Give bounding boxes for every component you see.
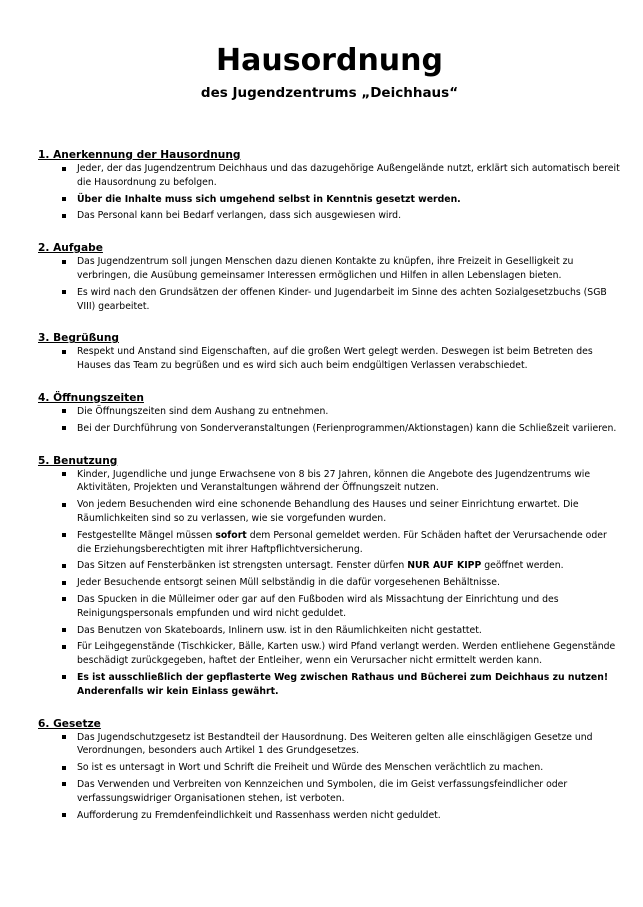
list-item (38, 286, 621, 314)
square-bullet-icon (62, 581, 66, 585)
square-bullet-icon (62, 628, 66, 632)
square-bullet-icon (62, 766, 66, 770)
section-heading: 5. Benutzung (38, 454, 118, 467)
item-text: Das Jugendzentrum soll jungen Menschen dazu dienen Kontakte zu knüpfen, ihre Freizeit in Geselligkeit zu verbringen, die Ausübung gemeinsamer Interessen ermöglichen und Hilfen in allen Lebenslagen bieten. (77, 256, 574, 281)
section (38, 241, 621, 313)
square-bullet-icon (62, 197, 66, 201)
item-text: Die Öffnungszeiten sind dem Aushang zu entnehmen. (77, 405, 329, 417)
list-item (38, 529, 621, 557)
square-bullet-icon (62, 813, 66, 817)
square-bullet-icon (62, 645, 66, 649)
document-title: Hausordnung (216, 43, 443, 78)
section-list (38, 345, 621, 373)
item-text: Kinder, Jugendliche und junge Erwachsene von 8 bis 27 Jahren, können die Angebote des Jugendzentrums wie Aktivitäten, Projekten und Veranstaltungen während der Öffnungszeit nutzen. (77, 468, 591, 494)
item-text: Das Verwenden und Verbreiten von Kennzeichen und Symbolen, die im Geist verfassungsfeindlicher oder verfassungswidriger Organisationen stehen, ist verboten. (77, 778, 568, 804)
list-item (38, 640, 621, 668)
item-text: Jeder, der das Jugendzentrum Deichhaus und das dazugehörige Außengelände nutzt, erklärt sich automatisch bereit die Hausordnung zu befolgen. (77, 163, 620, 188)
section-heading: 2. Aufgabe (38, 242, 103, 255)
list-item (38, 193, 621, 207)
section-heading: 3. Begrüßung (38, 332, 119, 345)
list-item (38, 731, 621, 759)
list-item (38, 405, 621, 419)
item-text: Jeder Besuchende entsorgt seinen Müll selbständig in die dafür vorgesehenen Behältnisse. (77, 577, 500, 589)
square-bullet-icon (62, 503, 66, 507)
square-bullet-icon (62, 675, 66, 679)
square-bullet-icon (62, 472, 66, 476)
document-subtitle: des Jugendzentrums „Deichhaus“ (200, 85, 459, 101)
list-item (38, 345, 621, 373)
list-item (38, 162, 621, 190)
section-list (38, 162, 621, 223)
list-item (38, 593, 621, 621)
sections-container (38, 148, 621, 822)
square-bullet-icon (62, 533, 66, 537)
square-bullet-icon (62, 426, 66, 430)
list-item (38, 778, 621, 806)
list-item (38, 559, 621, 573)
item-text: Aufforderung zu Fremdenfeindlichkeit und Rassenhass werden nicht geduldet. (77, 809, 441, 821)
section-heading: 1. Anerkennung der Hausordnung (38, 149, 241, 161)
list-item (38, 498, 621, 526)
list-item (38, 468, 621, 496)
square-bullet-icon (62, 214, 66, 218)
section-heading: 6. Gesetze (38, 717, 101, 730)
item-text: Das Spucken in die Mülleimer oder gar auf den Fußboden wird als Missachtung der Einrichtung und des Reinigungspersonals empfunden und wird nicht geduldet. (77, 593, 559, 619)
square-bullet-icon (62, 350, 66, 354)
item-text: Das Sitzen auf Fensterbänken ist strengsten untersagt. Fenster dürfen (77, 560, 408, 572)
item-text: geöffnet werden. (481, 560, 564, 572)
item-text: Das Jugendschutzgesetz ist Bestandteil der Hausordnung. Des Weiteren gelten alle einschlägigen Gesetze und Verordnungen, besonders auch Artikel 1 des Grundgesetzes. (77, 731, 593, 757)
item-emphasis: sofort (215, 529, 247, 541)
section (38, 148, 621, 223)
list-item (38, 671, 621, 699)
square-bullet-icon (62, 290, 66, 294)
item-text: Respekt und Anstand sind Eigenschaften, auf die großen Wert gelegt werden. Deswegen ist beim Betreten des Hauses das Team zu begrüßen und es wird sich auch beim endgültigen Verlassen verabschiedet. (77, 346, 593, 372)
item-text: Für Leihgegenstände (Tischkicker, Bälle, Karten usw.) wird Pfand verlangt werden. Werden entliehene Gegenstände beschädigt zurückgegeben, haftet der Entleiher, wenn ein Verursacher nicht ermittelt werden kann. (77, 641, 616, 667)
list-item (38, 422, 621, 436)
section-list (38, 468, 621, 699)
square-bullet-icon (62, 409, 66, 413)
item-text: Über die Inhalte muss sich umgehend selbst in Kenntnis gesetzt werden. (77, 193, 461, 205)
item-text: Von jedem Besuchenden wird eine schonende Behandlung des Hauses und seiner Einrichtung erwartet. Die Räumlichkeiten sind so zu verlassen, wie sie vorgefunden wurden. (77, 499, 579, 524)
section-list (38, 405, 621, 436)
item-text: Festgestellte Mängel müssen (77, 529, 216, 541)
square-bullet-icon (62, 167, 66, 171)
square-bullet-icon (62, 260, 66, 264)
item-text: Es ist ausschließlich der gepflasterte Weg zwischen Rathaus und Bücherei zum Deichhaus zu nutzen! Anderenfalls wir kein Einlass gewährt. (77, 671, 609, 697)
section (38, 717, 621, 823)
item-text: dem Personal gemeldet werden. Für Schäden haftet der Verursachende oder die Erziehungsberechtigten mit ihrer Haftpflichtversicherung. (77, 529, 607, 555)
item-text: Es wird nach den Grundsätzen der offenen Kinder- und Jugendarbeit im Sinne des achten Sozialgesetzbuchs (SGB VIII) gearbeitet. (77, 286, 607, 312)
section (38, 391, 621, 436)
section (38, 454, 621, 699)
section-list (38, 731, 621, 823)
item-text: Das Benutzen von Skateboards, Inlinern usw. ist in den Räumlichkeiten nicht gestattet. (77, 624, 482, 636)
list-item (38, 624, 621, 638)
item-emphasis: NUR AUF KIPP (407, 560, 482, 572)
square-bullet-icon (62, 564, 66, 568)
section-list (38, 255, 621, 313)
list-item (38, 809, 621, 823)
list-item (38, 576, 621, 590)
square-bullet-icon (62, 735, 66, 739)
list-item (38, 255, 621, 283)
item-text: Bei der Durchführung von Sonderveranstaltungen (Ferienprogrammen/Aktionstagen) kann die Schließzeit variieren. (77, 422, 617, 434)
section (38, 331, 621, 373)
section-heading: 4. Öffnungszeiten (38, 391, 144, 404)
item-text: Das Personal kann bei Bedarf verlangen, dass sich ausgewiesen wird. (77, 210, 402, 222)
item-text: So ist es untersagt in Wort und Schrift die Freiheit und Würde des Menschen verächtlich zu machen. (77, 762, 544, 774)
square-bullet-icon (62, 782, 66, 786)
square-bullet-icon (62, 597, 66, 601)
list-item (38, 209, 621, 223)
list-item (38, 761, 621, 775)
